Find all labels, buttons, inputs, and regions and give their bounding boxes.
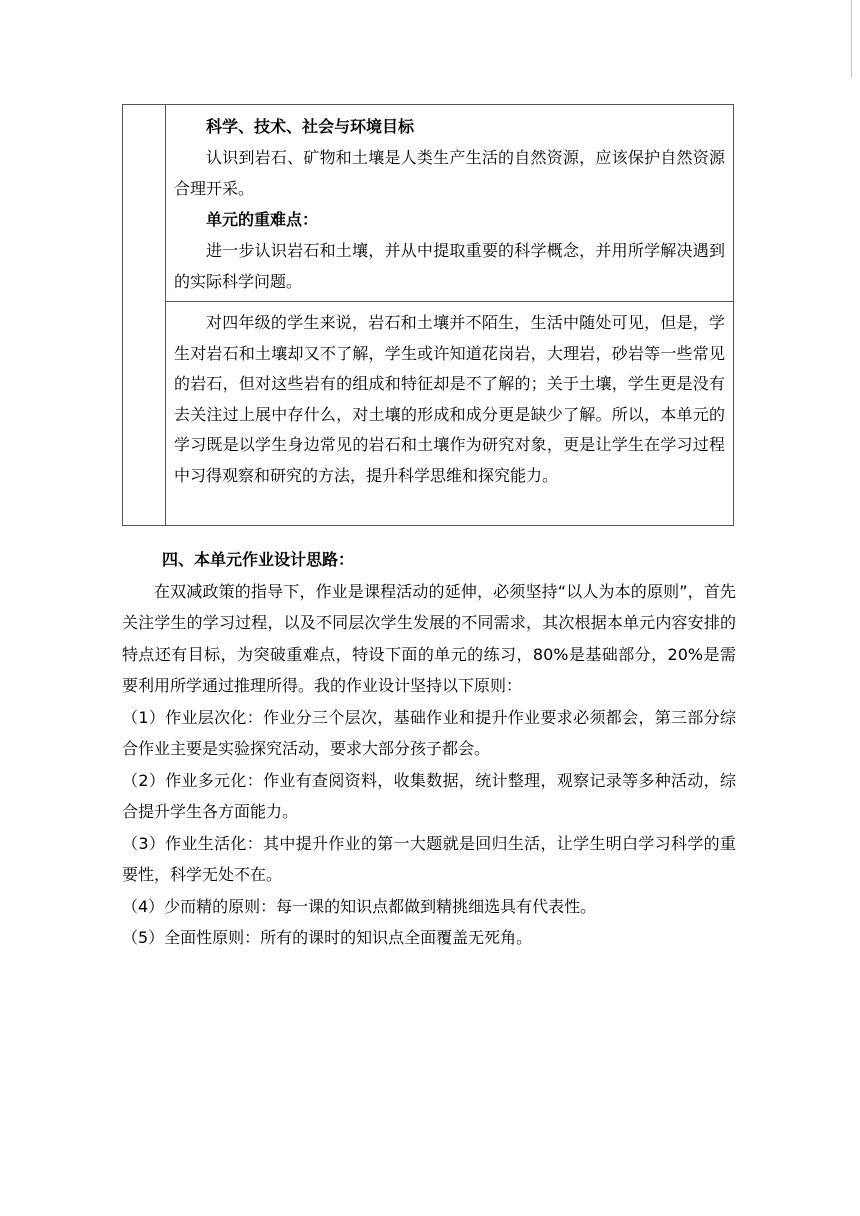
table-row <box>123 302 734 526</box>
student-analysis-text: 对四年级的学生来说，岩石和土壤并不陌生，生活中随处可见，但是，学生对岩石和土壤却又不了解，学生或许知道花岗岩，大理岩，砂岩等一些常见的岩石，但对这些岩有的组成和特征却是不了解的；关于土壤，学生更是没有去关注过上展中存什么，对土壤的形成和成分更是缺少了解。所以，本单元的学习既是以学生身边常见的岩石和土壤作为研究对象，更是让学生在学习过程中习得观察和研究的方法，提升科学思维和探究能力。 <box>174 313 725 485</box>
unit-goals-table <box>122 104 734 526</box>
student-analysis-cell <box>166 302 734 526</box>
principle-item: （5）全面性原则：所有的课时的知识点全面覆盖无死角。 <box>122 928 533 947</box>
homework-design-section <box>122 544 736 954</box>
section-title: 四、本单元作业设计思路： <box>162 550 355 569</box>
principle-item: （2）作业多元化：作业有查阅资料，收集数据，统计整理，观察记录等多种活动，综合提升学生各方面能力。 <box>122 770 736 821</box>
principle-item: （1）作业层次化：作业分三个层次，基础作业和提升作业要求必须都会，第三部分综合作业主要是实验探究活动，要求大部分孩子都会。 <box>122 707 736 758</box>
key-difficulty-text: 进一步认识岩石和土壤，并从中提取重要的科学概念，并用所学解决遇到的实际科学问题。 <box>174 241 725 291</box>
page-edge-mark <box>851 0 860 78</box>
principle-item: （4）少而精的原则：每一课的知识点都做到精挑细选具有代表性。 <box>122 896 597 916</box>
table-row <box>123 105 734 302</box>
sts-goal-text: 认识到岩石、矿物和土壤是人类生产生活的自然资源，应该保护自然资源合理开采。 <box>174 148 725 198</box>
goals-cell <box>166 105 734 302</box>
key-difficulty-heading: 单元的重难点： <box>206 210 319 229</box>
section-intro: 在双减政策的指导下，作业是课程活动的延伸，必须坚持“以人为本的原则”，首先关注学生的学习过程，以及不同层次学生发展的不同需求，其次根据本单元内容安排的特点还有目标，为突破重难点，特设下面的单元的练习，80%是基础部分，20%是需要利用所学通过推理所得。我的作业设计坚持以下原则： <box>122 581 736 695</box>
principle-item: （3）作业生活化：其中提升作业的第一大题就是回归生活，让学生明白学习科学的重要性，科学无处不在。 <box>122 833 736 884</box>
table-label-cell <box>123 105 166 526</box>
sts-goal-heading: 科学、技术、社会与环境目标 <box>206 117 415 136</box>
